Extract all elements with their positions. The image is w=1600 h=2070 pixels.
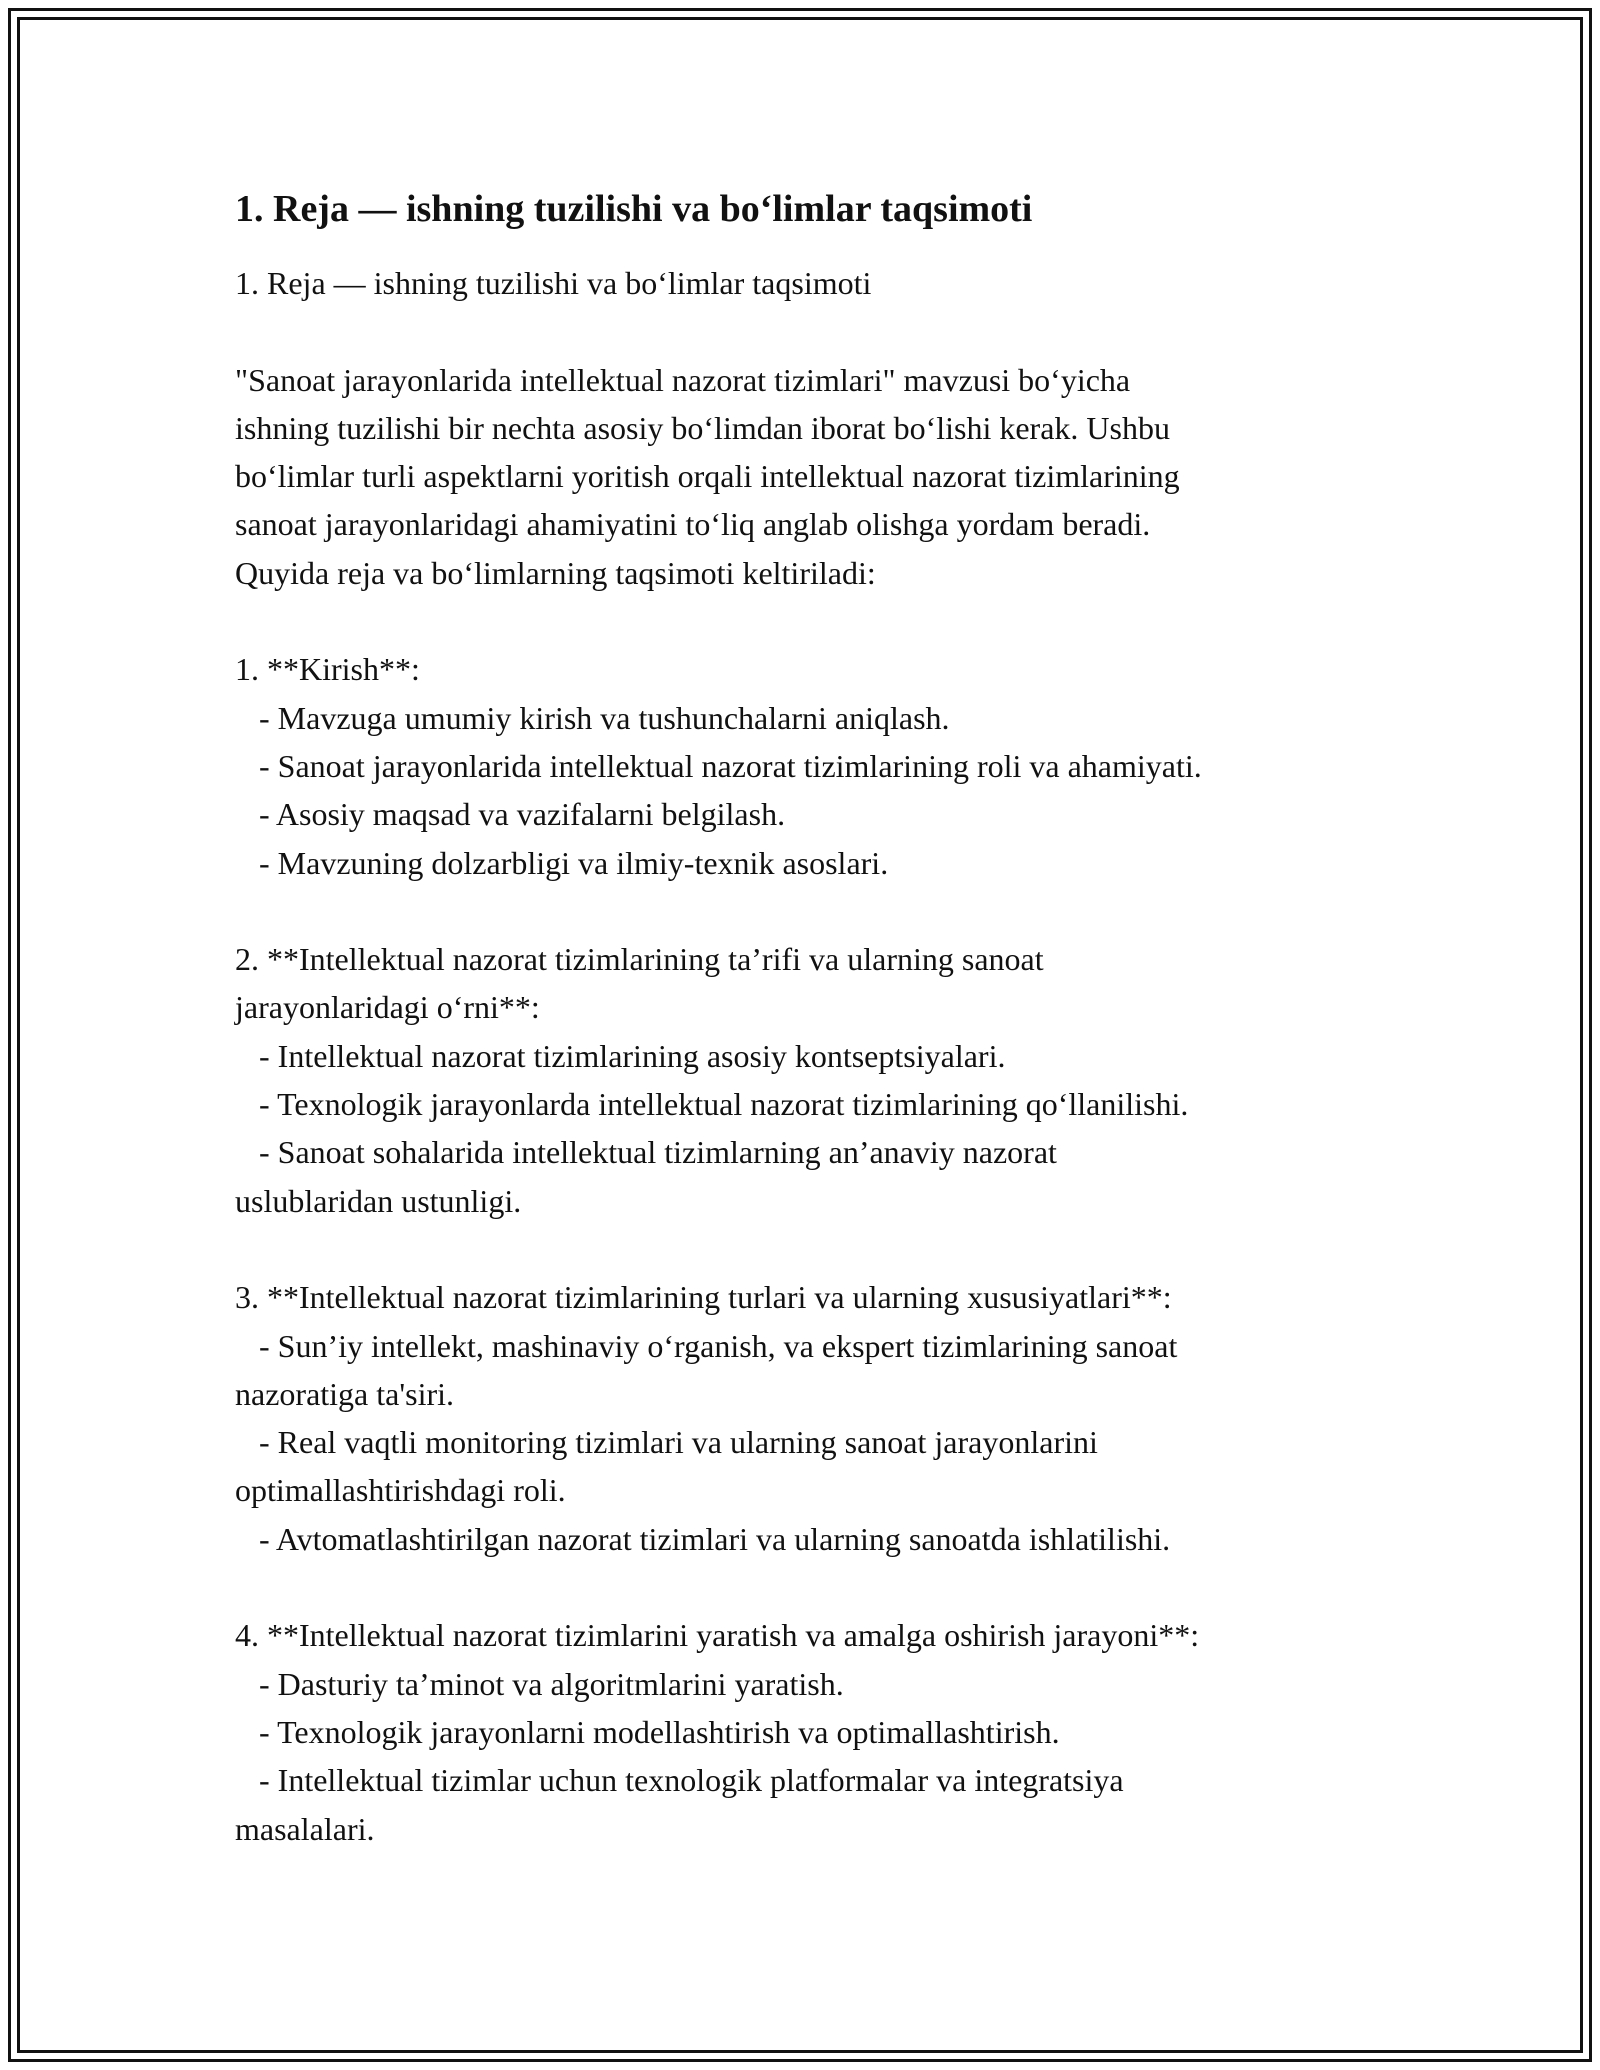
- text-line: nazoratiga ta'siri.: [235, 1375, 454, 1412]
- text-line: - Dasturiy ta’minot va algoritmlarini yaratish.: [235, 1665, 844, 1702]
- blank-line: [235, 1225, 1385, 1273]
- text-line: 1. **Kirish**:: [235, 651, 420, 688]
- text-line: - Intellektual tizimlar uchun texnologik platformalar va integratsiya: [235, 1762, 1124, 1799]
- text-line: - Mavzuga umumiy kirish va tushunchalarni aniqlash.: [235, 699, 950, 736]
- blank-line: [235, 307, 1385, 355]
- text-line: - Sanoat jarayonlarida intellektual nazorat tizimlarining roli va ahamiyati.: [235, 747, 1202, 784]
- text-line: bo‘limlar turli aspektlarni yoritish orqali intellektual nazorat tizimlarining: [235, 458, 1180, 495]
- document-title: 1. Reja — ishning tuzilishi va bo‘limlar taqsimoti: [235, 188, 1033, 230]
- text-line: - Intellektual nazorat tizimlarining asosiy kontseptsiyalari.: [235, 1037, 1006, 1074]
- text-line: - Real vaqtli monitoring tizimlari va ularning sanoat jarayonlarini: [235, 1424, 1098, 1461]
- text-line: - Asosiy maqsad va vazifalarni belgilash.: [235, 796, 786, 833]
- text-line: ishning tuzilishi bir nechta asosiy bo‘limdan iborat bo‘lishi kerak. Ushbu: [235, 409, 1170, 446]
- blank-line: [235, 597, 1385, 645]
- text-line: Quyida reja va bo‘limlarning taqsimoti keltiriladi:: [235, 554, 876, 591]
- document-text: [235, 259, 1385, 1853]
- text-line: 3. **Intellektual nazorat tizimlarining turlari va ularning xususiyatlari**:: [235, 1279, 1172, 1316]
- text-line: uslublaridan ustunligi.: [235, 1182, 522, 1219]
- blank-line: [235, 1563, 1385, 1611]
- text-line: sanoat jarayonlaridagi ahamiyatini to‘liq anglab olishga yordam beradi.: [235, 506, 1151, 543]
- text-line: 4. **Intellektual nazorat tizimlarini yaratish va amalga oshirish jarayoni**:: [235, 1617, 1200, 1654]
- text-line: - Sun’iy intellekt, mashinaviy o‘rganish, va ekspert tizimlarining sanoat: [235, 1327, 1178, 1364]
- text-line: 2. **Intellektual nazorat tizimlarining ta’rifi va ularning sanoat: [235, 941, 1044, 978]
- text-line: - Sanoat sohalarida intellektual tizimlarning an’anaviy nazorat: [235, 1134, 1057, 1171]
- text-line: jarayonlaridagi o‘rni**:: [235, 989, 540, 1026]
- text-line: 1. Reja — ishning tuzilishi va bo‘limlar taqsimoti: [235, 265, 872, 301]
- text-line: - Mavzuning dolzarbligi va ilmiy-texnik asoslari.: [235, 844, 889, 881]
- text-line: masalalari.: [235, 1810, 375, 1847]
- text-line: optimallashtirishdagi roli.: [235, 1472, 566, 1509]
- text-line: - Avtomatlashtirilgan nazorat tizimlari va ularning sanoatda ishlatilishi.: [235, 1520, 1171, 1557]
- document-body: [235, 185, 1385, 1853]
- text-line: "Sanoat jarayonlarida intellektual nazorat tizimlari" mavzusi bo‘yicha: [235, 361, 1131, 398]
- blank-line: [235, 887, 1385, 935]
- text-line: - Texnologik jarayonlarda intellektual nazorat tizimlarining qo‘llanilishi.: [235, 1086, 1189, 1123]
- text-line: - Texnologik jarayonlarni modellashtirish va optimallashtirish.: [235, 1713, 1060, 1750]
